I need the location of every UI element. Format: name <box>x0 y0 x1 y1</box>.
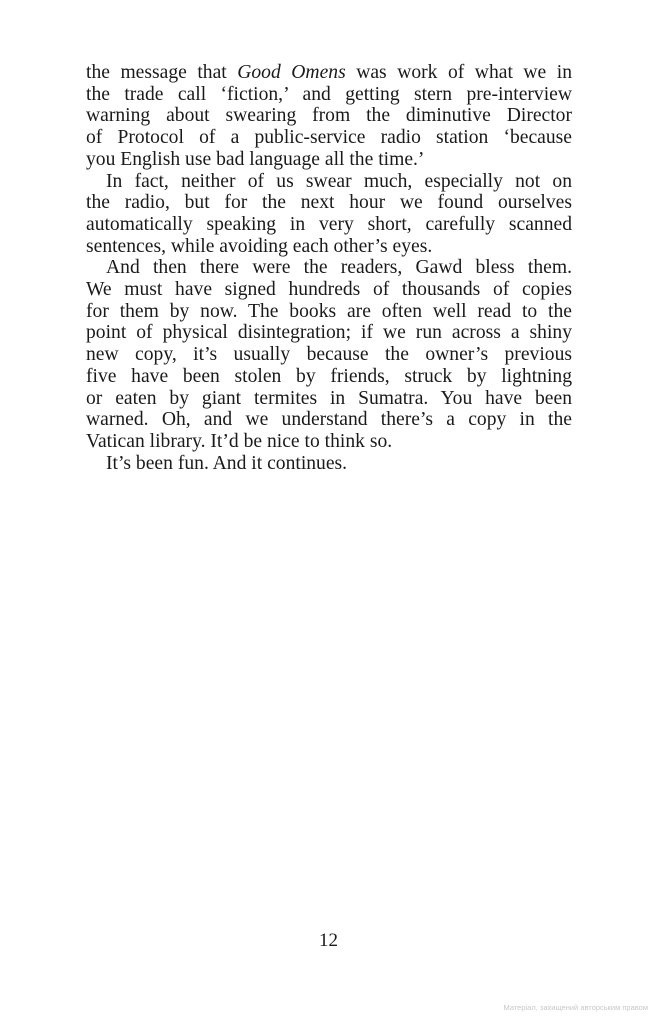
text-segment: warned. Oh, and we understand there’s a copy in the <box>86 409 572 431</box>
text-segment: And then there were the readers, Gawd bless them. <box>106 257 572 279</box>
text-segment: In fact, neither of us swear much, especially not on <box>106 170 572 192</box>
text-line <box>86 322 572 344</box>
paragraph <box>86 257 572 452</box>
text-segment: the message that <box>86 62 238 83</box>
text-segment: you English use bad language all the time.’ <box>86 148 425 170</box>
text-line <box>86 149 572 171</box>
body-text <box>86 62 572 474</box>
text-line <box>86 388 572 410</box>
copyright-watermark: Матеріал, захищений авторським правом <box>503 1003 648 1012</box>
text-segment: Vatican library. It’d be nice to think so. <box>86 430 393 452</box>
text-line <box>86 279 572 301</box>
paragraph <box>86 171 572 258</box>
text-line <box>86 366 572 388</box>
text-segment: the trade call ‘fiction,’ and getting stern pre-interview <box>86 83 572 105</box>
text-line <box>86 127 572 149</box>
text-line <box>86 62 572 84</box>
text-segment: sentences, while avoiding each other’s eyes. <box>86 235 433 257</box>
page-number: 12 <box>319 930 338 951</box>
text-segment: point of physical disintegration; if we run across a shiny <box>86 322 572 344</box>
text-line <box>86 214 572 236</box>
text-line <box>86 257 572 279</box>
paragraph <box>86 62 572 171</box>
text-line <box>86 344 572 366</box>
text-segment: five have been stolen by friends, struck by lightning <box>86 365 572 387</box>
text-segment: the radio, but for the next hour we found ourselves <box>86 192 572 214</box>
text-segment: It’s been fun. And it continues. <box>106 452 348 474</box>
text-line <box>86 236 572 258</box>
text-segment: of Protocol of a public-service radio station ‘because <box>86 127 572 149</box>
text-line <box>86 171 572 193</box>
text-segment: automatically speaking in very short, carefully scanned <box>86 213 572 235</box>
text-line <box>86 431 572 453</box>
text-line <box>86 84 572 106</box>
text-line <box>86 301 572 323</box>
text-line <box>86 192 572 214</box>
book-title-italic: Good Omens <box>237 62 346 83</box>
text-segment: for them by now. The books are often well read to the <box>86 300 572 322</box>
text-line <box>86 105 572 127</box>
text-line <box>86 453 572 475</box>
text-segment: or eaten by giant termites in Sumatra. You have been <box>86 387 572 409</box>
paragraph <box>86 453 572 475</box>
text-line <box>86 409 572 431</box>
text-segment: warning about swearing from the diminutive Director <box>86 105 572 127</box>
text-segment: was work of what we in <box>345 62 572 83</box>
text-segment: We must have signed hundreds of thousands of copies <box>86 279 572 301</box>
text-segment: new copy, it’s usually because the owner’s previous <box>86 344 572 366</box>
